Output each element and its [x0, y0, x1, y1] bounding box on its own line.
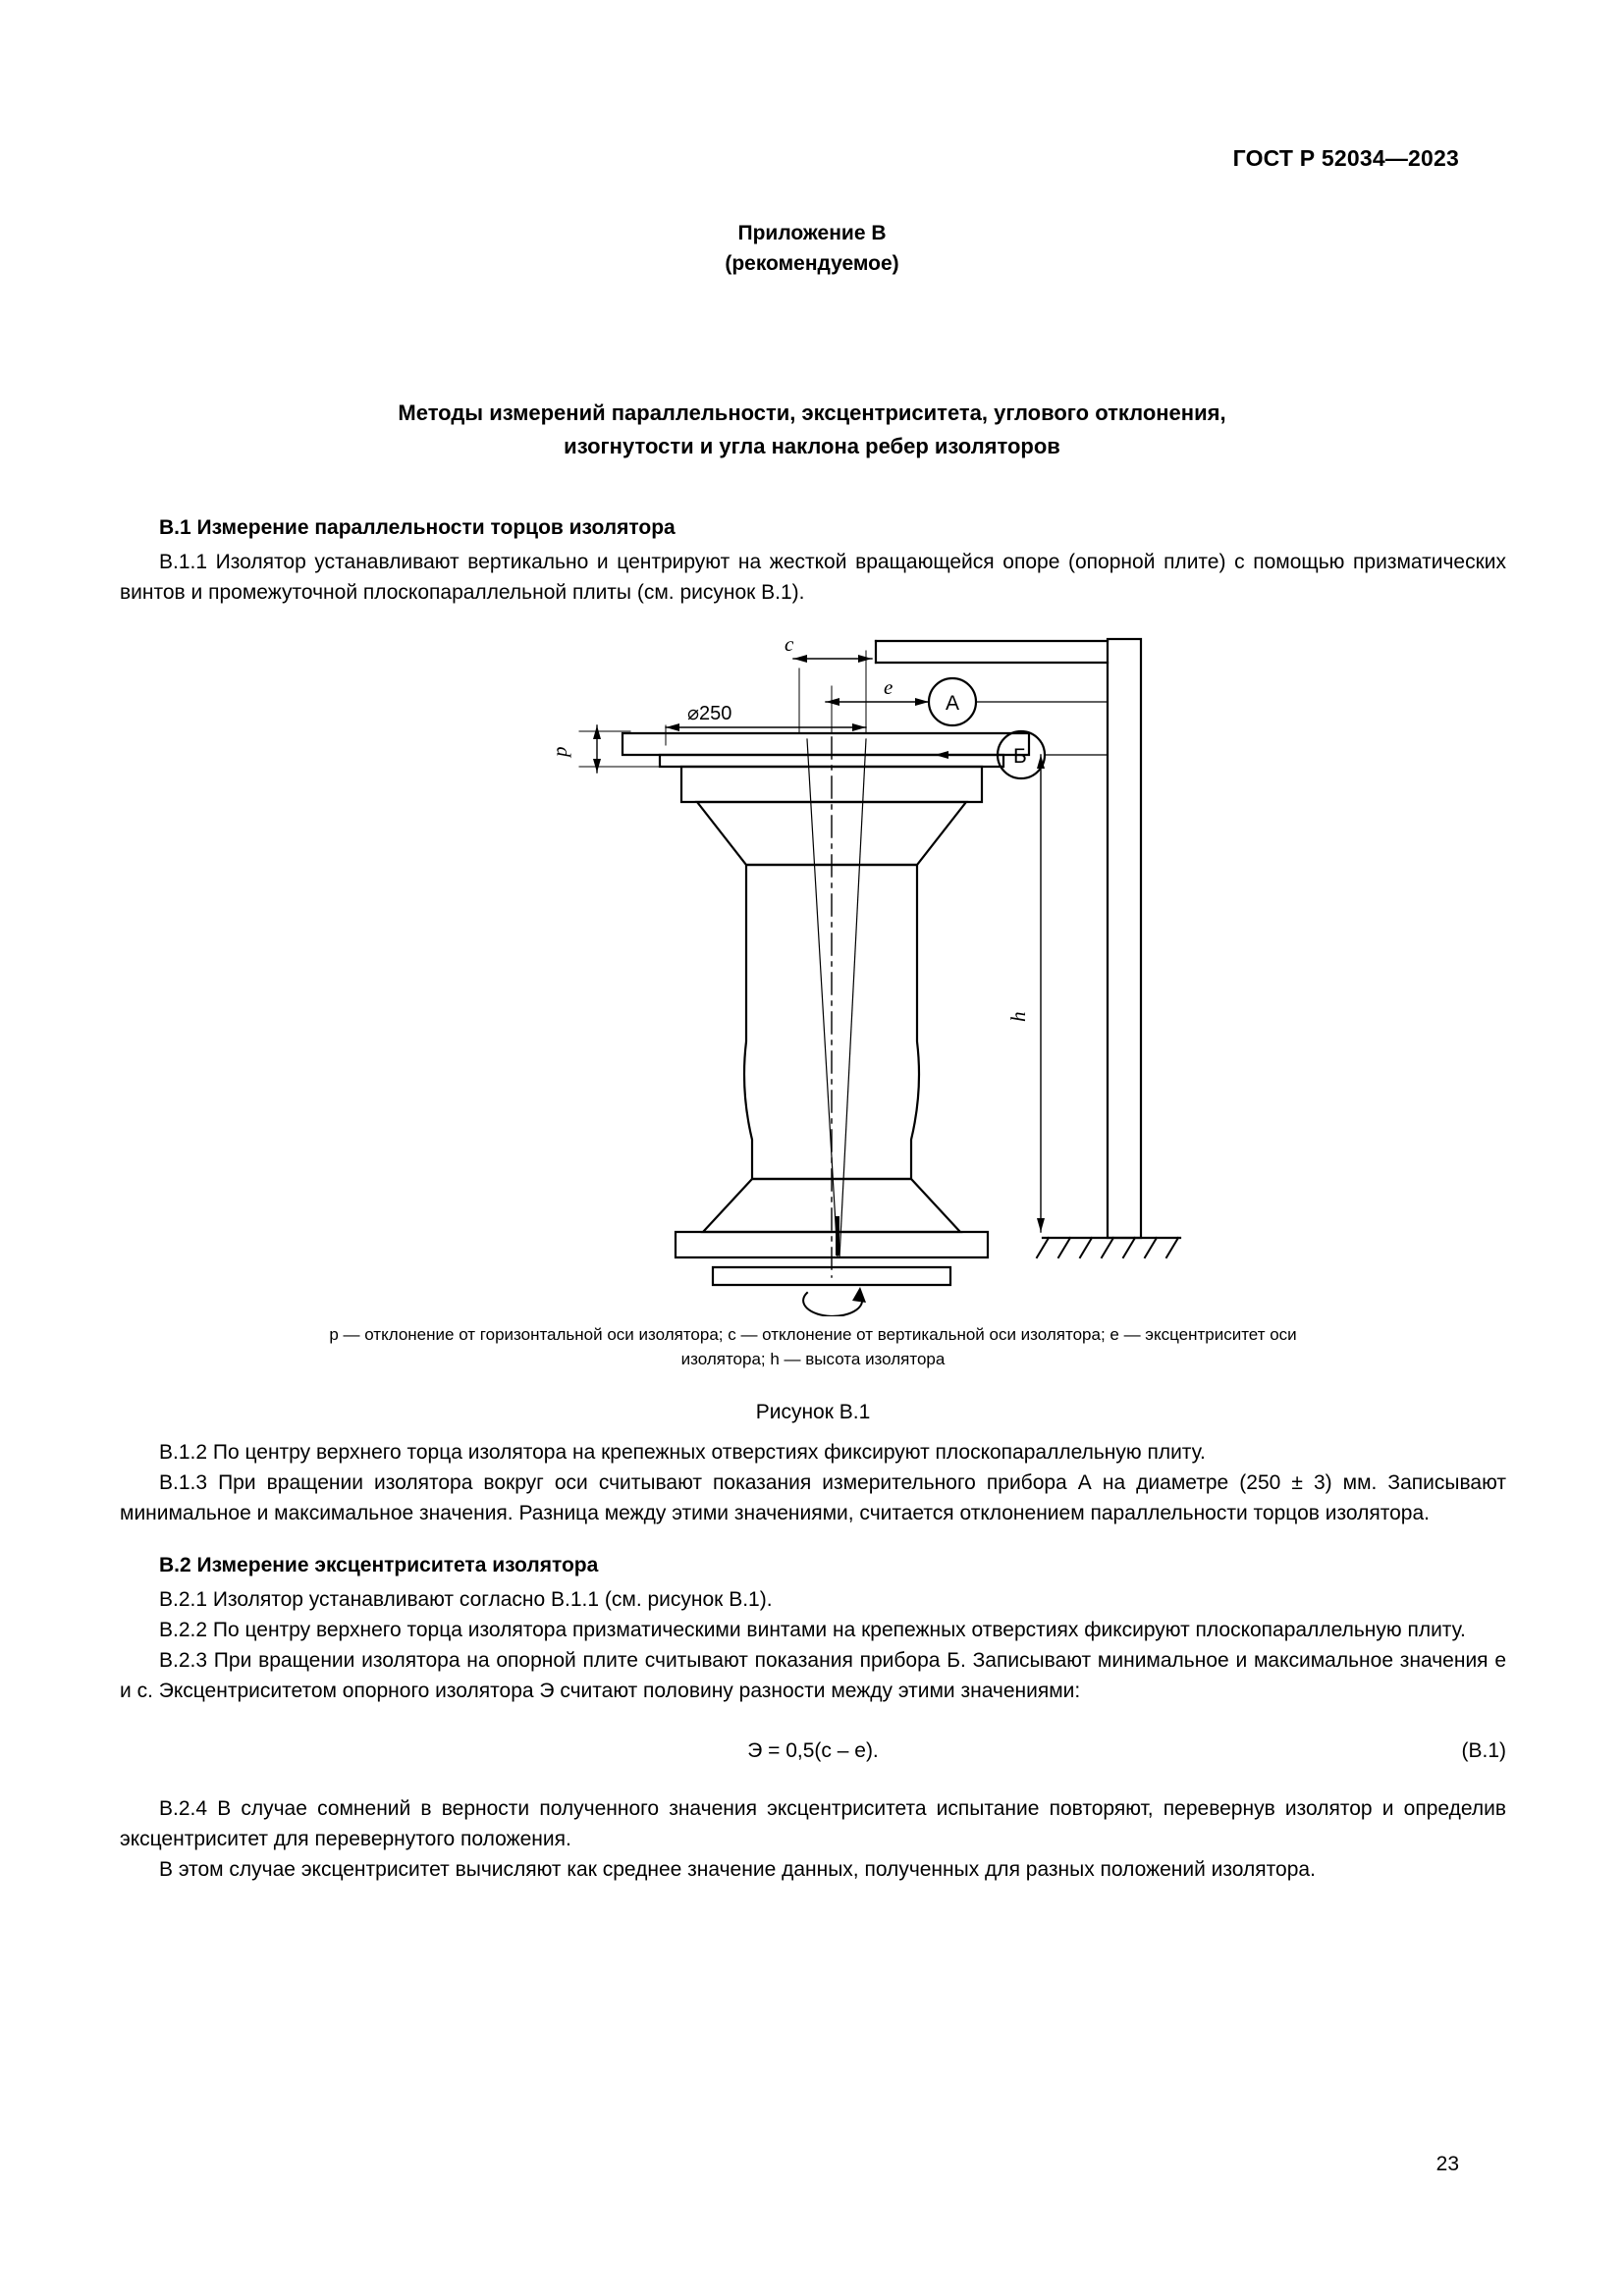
formula-expression: Э = 0,5(c – e). [747, 1739, 879, 1762]
label-h: h [1006, 1011, 1030, 1022]
paragraph-b1-2: В.1.2 По центру верхнего торца изолятора на крепежных отверстиях фиксируют плоскопараллельную плиту. [159, 1441, 1206, 1464]
section-heading-b1: В.1 Измерение параллельности торцов изолятора [159, 516, 676, 539]
section-heading-b2: В.2 Измерение эксцентриситета изолятора [159, 1554, 599, 1576]
appendix-title-block [0, 218, 1624, 279]
paragraph-b1-3: В.1.3 При вращении изолятора вокруг оси считывают показания измерительного прибора А на диаметре (250 ± 3) мм. Записывают минимальное и максимальное значения. Разница между этими значениями, считается отклонением параллельности торцов изолятора. [120, 1471, 1506, 1524]
formula-block [120, 1735, 1506, 1766]
insulator-measurement-diagram [120, 629, 1506, 1316]
label-gauge-b: Б [1013, 745, 1027, 768]
page-header-standard-number: ГОСТ Р 52034—2023 [1232, 145, 1459, 171]
page-number: 23 [1435, 2153, 1459, 2175]
page-title [0, 397, 1624, 463]
appendix-subtitle: (рекомендуемое) [725, 252, 899, 275]
label-diameter: ⌀250 [687, 703, 732, 724]
paragraph-b2-2: В.2.2 По центру верхнего торца изолятора призматическими винтами на крепежных отверстиях фиксируют плоскопараллельную плиту. [159, 1619, 1466, 1641]
paragraph-b2-4: В.2.4 В случае сомнений в верности полученного значения эксцентриситета испытание повторяют, перевернув изолятор и определив эксцентриситет для перевернутого положения. [120, 1797, 1506, 1850]
document-body [120, 491, 1506, 1885]
figure-legend-line-1: p — отклонение от горизонтальной оси изолятора; c — отклонение от вертикальной оси изолятора; e — эксцентриситет оси [329, 1325, 1297, 1344]
label-e: e [884, 675, 893, 699]
figure-legend [120, 1322, 1506, 1371]
figure-legend-line-2: изолятора; h — высота изолятора [680, 1350, 946, 1368]
figure-caption: Рисунок В.1 [755, 1401, 871, 1423]
label-c: c [785, 632, 794, 656]
page-title-line-1: Методы измерений параллельности, эксцентриситета, углового отклонения, [398, 400, 1226, 425]
paragraph-b2-3: В.2.3 При вращении изолятора на опорной плите считывают показания прибора Б. Записывают минимальное и максимальное значения e и c. Эксцентриситетом опорного изолятора Э считают половину разности между этими значениями: [120, 1649, 1506, 1702]
paragraph-b1-1: В.1.1 Изолятор устанавливают вертикально и центрируют на жесткой вращающейся опоре (опорной плите) с помощью призматических винтов и промежуточной плоскопараллельной плиты (см. рисунок В.1). [120, 551, 1506, 604]
paragraph-b2-1: В.2.1 Изолятор устанавливают согласно В.1.1 (см. рисунок В.1). [159, 1588, 773, 1611]
label-gauge-a: A [946, 692, 960, 715]
figure-b1 [120, 629, 1506, 1316]
formula-number: (В.1) [1461, 1739, 1506, 1762]
page-title-line-2: изогнутости и угла наклона ребер изоляторов [564, 434, 1060, 458]
appendix-title: Приложение В [737, 222, 887, 244]
paragraph-b2-4b: В этом случае эксцентриситет вычисляют как среднее значение данных, полученных для разных положений изолятора. [159, 1858, 1316, 1881]
label-p: p [548, 746, 571, 757]
